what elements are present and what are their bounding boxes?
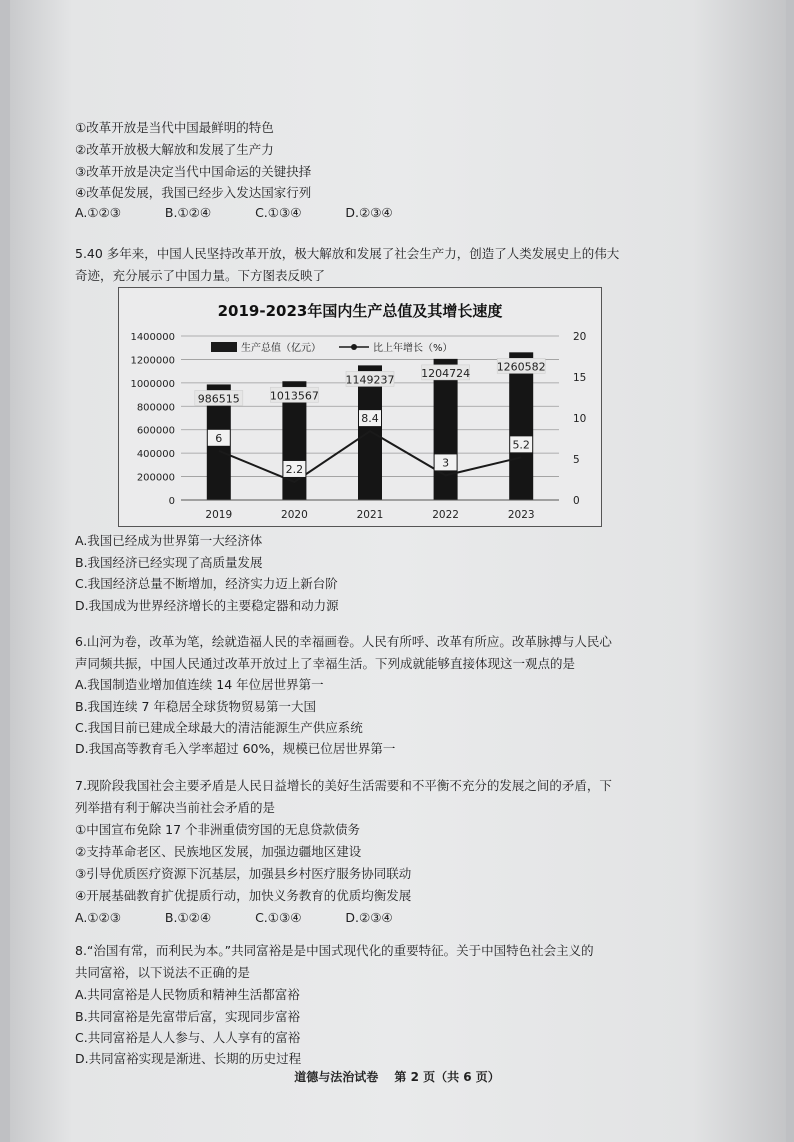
x-tick-label: 2019 xyxy=(205,509,233,521)
q5-option-d[interactable]: D.我国成为世界经济增长的主要稳定器和动力源 xyxy=(75,598,339,613)
legend-line-label: 比上年增长（%） xyxy=(373,343,453,354)
q6-option-c[interactable]: C.我国目前已建成全球最大的清洁能源生产供应系统 xyxy=(75,720,363,735)
growth-value-label: 2.2 xyxy=(285,462,304,476)
q4-options xyxy=(75,205,433,221)
q5-option-c[interactable]: C.我国经济总量不断增加，经济实力迈上新台阶 xyxy=(75,576,338,591)
q4-item-2: ②改革开放极大解放和发展了生产力 xyxy=(75,142,274,157)
q4-option-a[interactable]: A.①②③ xyxy=(75,205,121,220)
q7-option-b[interactable]: B.①②④ xyxy=(164,910,212,925)
gdp-chart xyxy=(118,287,602,527)
q6-option-b[interactable]: B.我国连续 7 年稳居全球货物贸易第一大国 xyxy=(75,699,316,714)
y-right-tick-label: 10 xyxy=(573,413,587,425)
gdp-bar-value-label: 1204724 xyxy=(421,366,471,380)
y-left-tick-label: 200000 xyxy=(136,472,175,484)
gdp-bar-value-label: 1013567 xyxy=(269,389,319,403)
y-left-tick-label: 800000 xyxy=(136,402,175,414)
gdp-bar-value-label: 986515 xyxy=(197,392,240,406)
q4-option-b[interactable]: B.①②④ xyxy=(164,205,212,220)
footer-subject: 道德与法治试卷 xyxy=(294,1070,379,1084)
q6-stem-line1: 6.山河为卷，改革为笔，绘就造福人民的幸福画卷。人民有所呼、改革有所应。改革脉搏与人民心 xyxy=(75,634,612,649)
growth-value-label: 5.2 xyxy=(512,438,530,452)
q4-item-4: ④改革促发展，我国已经步入发达国家行列 xyxy=(75,185,312,200)
q8-option-d[interactable]: D.共同富裕实现是渐进、长期的历史过程 xyxy=(75,1051,302,1066)
y-left-tick-label: 1200000 xyxy=(130,355,175,367)
chart-title: 2019-2023年国内生产总值及其增长速度 xyxy=(217,302,503,320)
q4-item-1: ①改革开放是当代中国最鲜明的特色 xyxy=(75,120,274,135)
y-left-tick-label: 600000 xyxy=(136,425,175,437)
q5-stem-line1: 5.40 多年来，中国人民坚持改革开放，极大解放和发展了社会生产力，创造了人类发展史上的伟大 xyxy=(75,246,620,261)
y-left-tick-label: 400000 xyxy=(136,449,175,461)
q6-stem-line2: 声同频共振，中国人民通过改革开放过上了幸福生活。下列成就能够直接体现这一观点的是 xyxy=(75,656,576,671)
gdp-bar-value-label: 1149237 xyxy=(345,373,395,387)
growth-value-label: 8.4 xyxy=(361,412,379,426)
q4-option-c[interactable]: C.①③④ xyxy=(255,205,302,220)
y-right-tick-label: 20 xyxy=(573,331,587,343)
page-footer xyxy=(0,1068,794,1085)
y-right-tick-label: 5 xyxy=(573,454,580,466)
y-left-tick-label: 0 xyxy=(168,496,175,507)
growth-value-label: 6 xyxy=(215,431,223,445)
y-right-tick-label: 15 xyxy=(573,372,587,384)
footer-page-number: 第 2 页（共 6 页） xyxy=(394,1070,500,1084)
growth-value-label: 3 xyxy=(442,456,450,470)
x-tick-label: 2023 xyxy=(507,509,535,521)
q7-options xyxy=(75,910,433,926)
gdp-bar-value-label: 1260582 xyxy=(496,360,546,374)
q7-item-3: ③引导优质医疗资源下沉基层，加强县乡村医疗服务协同联动 xyxy=(75,866,412,881)
gdp-bar xyxy=(509,352,533,500)
q5-stem-line2: 奇迹，充分展示了中国力量。下方图表反映了 xyxy=(75,268,326,283)
legend-line-marker xyxy=(351,344,357,350)
q8-option-b[interactable]: B.共同富裕是先富带后富，实现同步富裕 xyxy=(75,1009,301,1024)
q7-option-c[interactable]: C.①③④ xyxy=(255,910,302,925)
legend-bar-swatch xyxy=(211,342,237,352)
q4-item-3: ③改革开放是决定当代中国命运的关键抉择 xyxy=(75,164,312,179)
y-left-tick-label: 1000000 xyxy=(130,378,175,390)
q7-option-d[interactable]: D.②③④ xyxy=(345,910,393,925)
q6-option-d[interactable]: D.我国高等教育毛入学率超过 60%，规模已位居世界第一 xyxy=(75,741,396,756)
q8-stem-line2: 共同富裕，以下说法不正确的是 xyxy=(75,965,251,980)
y-left-tick-label: 1400000 xyxy=(130,332,175,343)
q6-option-a[interactable]: A.我国制造业增加值连续 14 年位居世界第一 xyxy=(75,677,324,692)
gdp-chart-svg xyxy=(119,288,601,526)
q7-stem-line2: 列举措有利于解决当前社会矛盾的是 xyxy=(75,800,276,815)
y-right-tick-label: 0 xyxy=(573,495,580,507)
q4-option-d[interactable]: D.②③④ xyxy=(345,205,393,220)
q5-option-a[interactable]: A.我国已经成为世界第一大经济体 xyxy=(75,533,263,548)
q8-stem-line1: 8.“治国有常，而利民为本。”共同富裕是是中国式现代化的重要特征。关于中国特色社会主义的 xyxy=(75,943,594,958)
q7-stem-line1: 7.现阶段我国社会主要矛盾是人民日益增长的美好生活需要和不平衡不充分的发展之间的矛盾，下 xyxy=(75,778,612,793)
q7-item-1: ①中国宣布免除 17 个非洲重债穷国的无息贷款债务 xyxy=(75,822,361,837)
x-tick-label: 2021 xyxy=(356,509,384,521)
q7-option-a[interactable]: A.①②③ xyxy=(75,910,121,925)
x-tick-label: 2022 xyxy=(432,509,459,521)
q8-option-c[interactable]: C.共同富裕是人人参与、人人享有的富裕 xyxy=(75,1030,301,1045)
legend-bar-label: 生产总值（亿元） xyxy=(241,343,321,354)
q7-item-2: ②支持革命老区、民族地区发展，加强边疆地区建设 xyxy=(75,844,362,859)
q5-option-b[interactable]: B.我国经济已经实现了高质量发展 xyxy=(75,555,263,570)
q8-option-a[interactable]: A.共同富裕是人民物质和精神生活都富裕 xyxy=(75,987,300,1002)
q7-item-4: ④开展基础教育扩优提质行动，加快义务教育的优质均衡发展 xyxy=(75,888,412,903)
x-tick-label: 2020 xyxy=(281,509,308,521)
